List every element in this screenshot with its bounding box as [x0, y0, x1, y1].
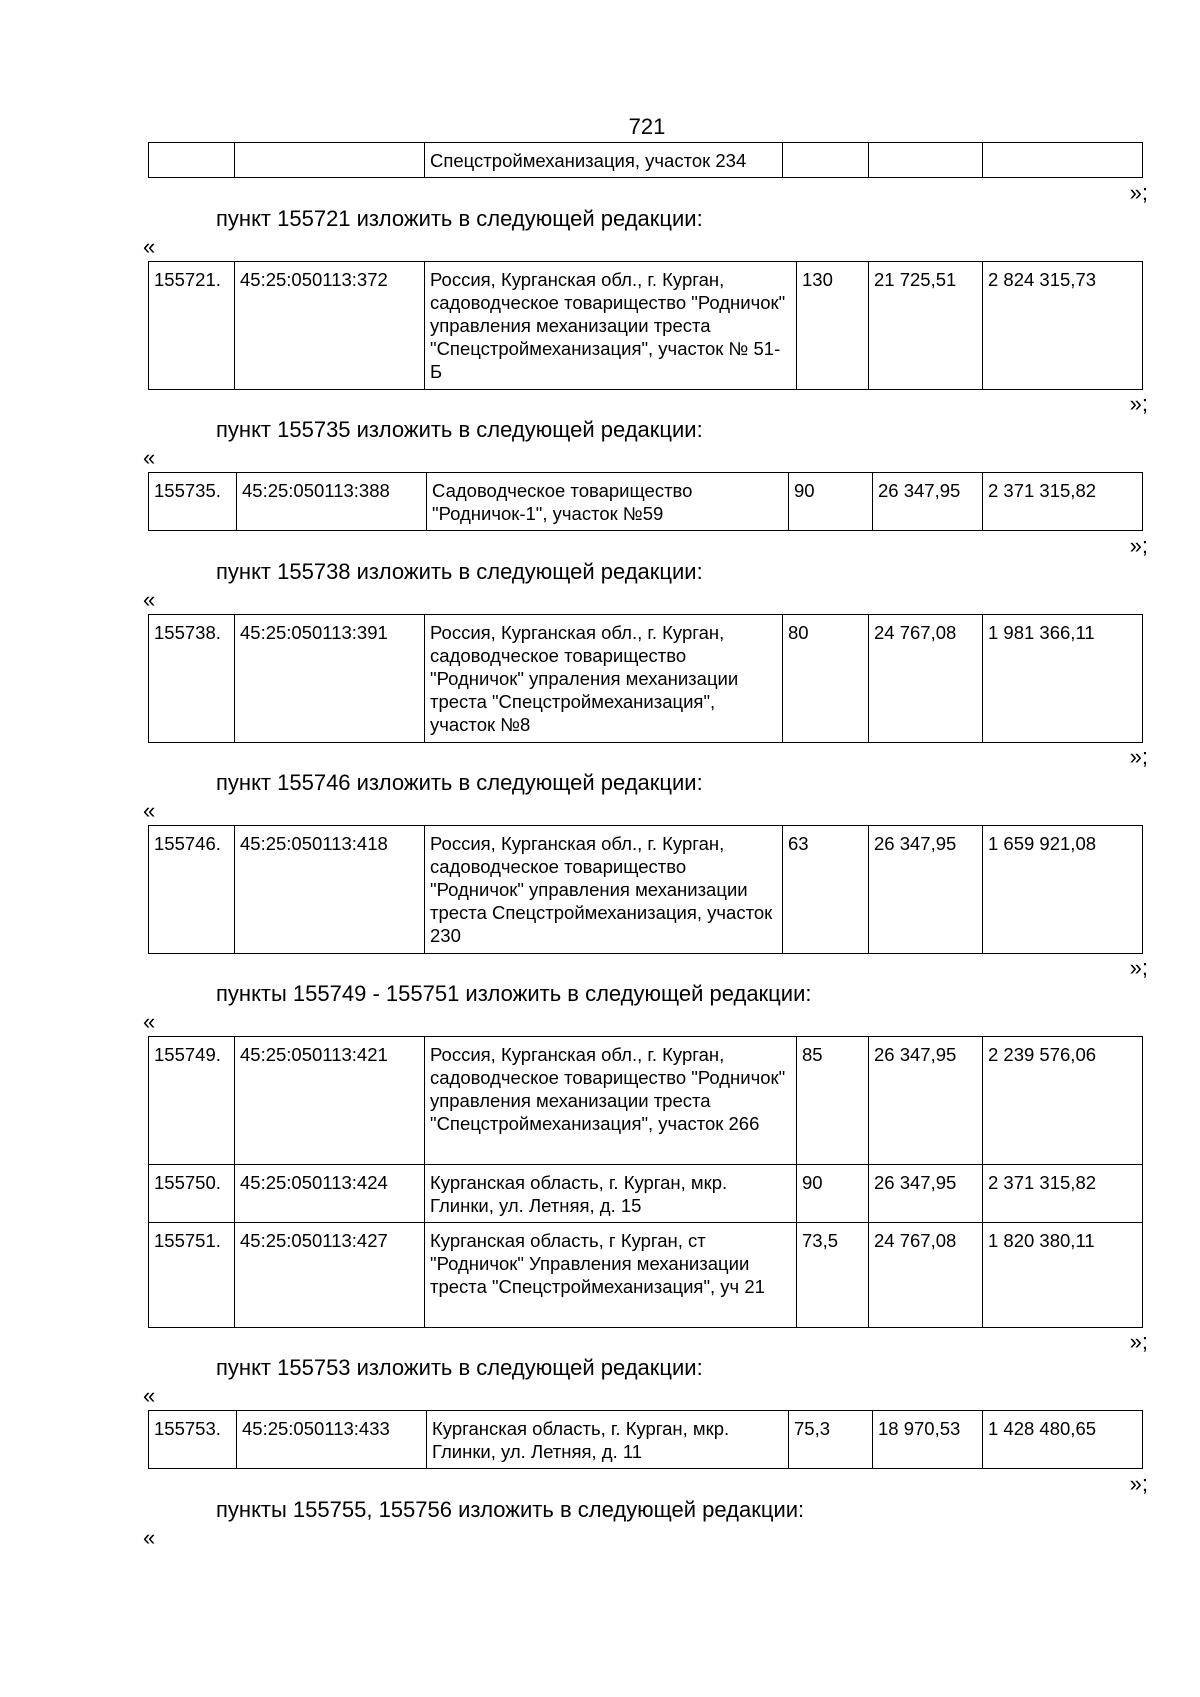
- cell-cadastral-number: 45:25:050113:433: [237, 1411, 427, 1469]
- section-heading: пункты 155755, 155756 изложить в следующей редакции:: [216, 1497, 805, 1522]
- cell-unit-value: 26 347,95: [869, 1037, 983, 1165]
- quote-close: »;: [1129, 391, 1148, 416]
- quote-close: »;: [1129, 744, 1148, 769]
- cell-unit-value: 26 347,95: [869, 826, 983, 954]
- cell-area: 90: [789, 473, 873, 531]
- table-row: [149, 1223, 1143, 1328]
- cell-number: 155749.: [149, 1037, 235, 1165]
- table-row: [149, 262, 1143, 390]
- cell-area: 80: [783, 615, 869, 743]
- cell-area: 130: [797, 262, 869, 390]
- cell-cadastral-number: 45:25:050113:424: [235, 1165, 425, 1223]
- section-heading: пункт 155753 изложить в следующей редакции:: [216, 1355, 703, 1380]
- cell-address: Курганская область, г. Курган, мкр. Глинки, ул. Летняя, д. 11: [427, 1411, 789, 1469]
- section-heading: пункт 155738 изложить в следующей редакции:: [216, 559, 703, 584]
- cell-cadastral-number: 45:25:050113:421: [235, 1037, 425, 1165]
- cell-total-value: 2 371 315,82: [983, 473, 1143, 531]
- cell-number: 155738.: [149, 615, 235, 743]
- cell-area: 63: [783, 826, 869, 954]
- table-cell: [783, 143, 869, 178]
- table-row: [149, 1165, 1143, 1223]
- amendment-table: [148, 1410, 1143, 1469]
- cell-cadastral-number: 45:25:050113:391: [235, 615, 425, 743]
- quote-close: »;: [1129, 533, 1148, 558]
- amendment-table: [148, 1036, 1143, 1328]
- cell-number: 155750.: [149, 1165, 235, 1223]
- cell-unit-value: 26 347,95: [869, 1165, 983, 1223]
- quote-open: «: [143, 1383, 156, 1408]
- cell-area: 85: [797, 1037, 869, 1165]
- table-cell: [235, 143, 425, 178]
- amendment-table: [148, 472, 1143, 531]
- cell-area: 90: [797, 1165, 869, 1223]
- table-row: [149, 615, 1143, 743]
- section-heading: пункт 155735 изложить в следующей редакции:: [216, 417, 703, 442]
- cell-total-value: 2 824 315,73: [983, 262, 1143, 390]
- quote-open: «: [143, 1009, 156, 1034]
- cell-address: Садоводческое товарищество "Родничок-1", участок №59: [427, 473, 789, 531]
- cell-cadastral-number: 45:25:050113:372: [235, 262, 425, 390]
- continuation-table: [148, 142, 1143, 178]
- cell-address: Курганская область, г. Курган, мкр. Глинки, ул. Летняя, д. 15: [425, 1165, 797, 1223]
- cell-address: Россия, Курганская обл., г. Курган, садоводческое товарищество "Родничок" управления механизации треста "Спецстроймеханизация", участок № 51-Б: [425, 262, 797, 390]
- quote-close: »;: [1129, 1471, 1148, 1496]
- table-row: [149, 826, 1143, 954]
- amendment-table: [148, 614, 1143, 743]
- cell-number: 155735.: [149, 473, 237, 531]
- cell-unit-value: 24 767,08: [869, 615, 983, 743]
- table-row: [149, 473, 1143, 531]
- cell-address: Россия, Курганская обл., г. Курган, садоводческое товарищество "Родничок" управления механизации треста Спецстроймеханизация, участок 230: [425, 826, 783, 954]
- cell-total-value: 2 371 315,82: [983, 1165, 1143, 1223]
- table-row: [149, 1411, 1143, 1469]
- table-cell: [149, 143, 235, 178]
- quote-close: »;: [1129, 1329, 1148, 1354]
- cell-cadastral-number: 45:25:050113:388: [237, 473, 427, 531]
- cell-cadastral-number: 45:25:050113:427: [235, 1223, 425, 1328]
- cell-cadastral-number: 45:25:050113:418: [235, 826, 425, 954]
- cell-total-value: 1 820 380,11: [983, 1223, 1143, 1328]
- cell-address: Курганская область, г Курган, ст "Родничок" Управления механизации треста "Спецстроймеханизация", уч 21: [425, 1223, 797, 1328]
- section-heading: пункт 155746 изложить в следующей редакции:: [216, 770, 703, 795]
- cell-unit-value: 24 767,08: [869, 1223, 983, 1328]
- quote-close: »;: [1129, 955, 1148, 980]
- quote-open: «: [143, 798, 156, 823]
- table-row: [149, 1037, 1143, 1165]
- table-row: [149, 143, 1143, 178]
- cell-address: Россия, Курганская обл., г. Курган, садоводческое товарищество "Родничок" упраления механизации треста "Спецстроймеханизация", участок №8: [425, 615, 783, 743]
- cell-number: 155746.: [149, 826, 235, 954]
- quote-open: «: [143, 587, 156, 612]
- quote-close: »;: [1129, 180, 1148, 205]
- cell-area: 75,3: [789, 1411, 873, 1469]
- quote-open: «: [143, 234, 156, 259]
- cell-unit-value: 21 725,51: [869, 262, 983, 390]
- section-heading: пункты 155749 - 155751 изложить в следующей редакции:: [216, 981, 812, 1006]
- page-number: 721: [628, 114, 666, 139]
- cell-number: 155753.: [149, 1411, 237, 1469]
- cell-number: 155751.: [149, 1223, 235, 1328]
- cell-total-value: 1 659 921,08: [983, 826, 1143, 954]
- section-heading: пункт 155721 изложить в следующей редакции:: [216, 206, 703, 231]
- quote-open: «: [143, 445, 156, 470]
- cell-number: 155721.: [149, 262, 235, 390]
- cell-area: 73,5: [797, 1223, 869, 1328]
- table-cell: [983, 143, 1143, 178]
- cell-total-value: 1 981 366,11: [983, 615, 1143, 743]
- table-cell: Спецстроймеханизация, участок 234: [425, 143, 783, 178]
- amendment-table: [148, 825, 1143, 954]
- amendment-table: [148, 261, 1143, 390]
- cell-unit-value: 26 347,95: [873, 473, 983, 531]
- quote-open: «: [143, 1525, 156, 1550]
- cell-total-value: 1 428 480,65: [983, 1411, 1143, 1469]
- cell-address: Россия, Курганская обл., г. Курган, садоводческое товарищество "Родничок" управления механизации треста "Спецстроймеханизация", участок 266: [425, 1037, 797, 1165]
- cell-total-value: 2 239 576,06: [983, 1037, 1143, 1165]
- cell-unit-value: 18 970,53: [873, 1411, 983, 1469]
- table-cell: [869, 143, 983, 178]
